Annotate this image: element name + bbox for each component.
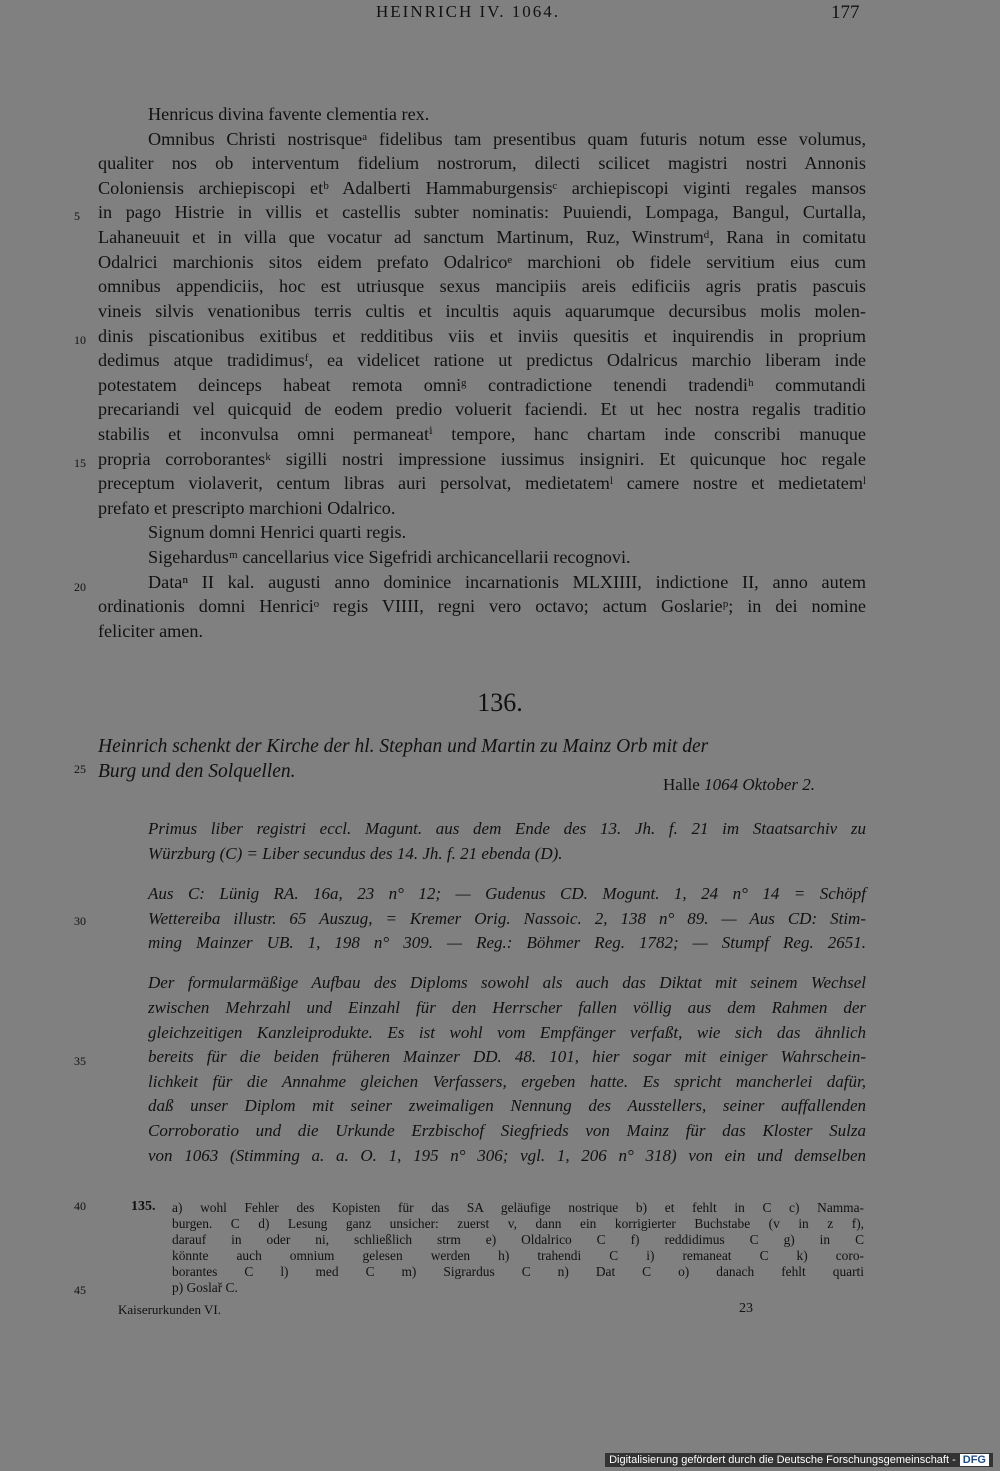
line-number: 20 (74, 580, 86, 594)
footnote-line: darauf in oder ni, schließlich strm e) Oldalrico C f) reddidimus C g) in C (172, 1232, 864, 1247)
commentary-line: Der formularmäßige Aufbau des Diploms sowohl als auch das Diktat mit seinem Wechsel (148, 973, 866, 992)
edition-line: ming Mainzer UB. 1, 198 n° 309. — Reg.: Böhmer Reg. 1782; — Stumpf Reg. 2651. (148, 933, 866, 952)
page-number: 177 (831, 2, 860, 23)
text-line: prefato et prescripto marchioni Odalrico. (98, 498, 396, 518)
text-line: potestatem deinceps habeat remota omniᵍ contradictione tenendi tradendiʰ commutandi (98, 375, 866, 395)
volume-title: Kaiserurkunden VI. (118, 1302, 222, 1317)
line-number: 10 (74, 333, 86, 347)
signature-mark: 23 (739, 1301, 753, 1316)
line-number: 40 (74, 1199, 86, 1213)
text-line: vineis silvis venationibus terris cultis et incultis aquis aquarumque decursibus molis molen- (98, 301, 866, 321)
line-number: 35 (74, 1054, 86, 1068)
commentary-line: Corroboratio und die Urkunde Erzbischof Siegfrieds von Mainz für das Kloster Sulza (148, 1121, 866, 1140)
text-line: Omnibus Christi nostrisqueᵃ fidelibus tam presentibus quam futuris notum esse volumus, (148, 129, 866, 149)
commentary-line: gleichzeitigen Kanzleiprodukte. Es ist wohl vom Empfänger verfaßt, wie sich das ähnlich (148, 1023, 866, 1042)
footnote-line: p) Goslař C. (172, 1280, 238, 1295)
footnote-line: borantes C l) med C m) Sigrardus C n) Dat C o) danach fehlt quarti (172, 1264, 864, 1279)
text-line: preceptum violaverit, centum libras auri persolvat, medietatemˡ camere nostre et medietatemˡ (98, 473, 866, 493)
date: 1064 Oktober 2. (704, 775, 816, 794)
text-line: dedimus atque tradidimusᶠ, ea videlicet ratione ut predictus Odalricus marchio liberam inde (98, 350, 866, 370)
text-line: ordinationis domni Henriciᵒ regis VIIII, regni vero octavo; actum Goslarieᵖ; in dei nomine (98, 596, 866, 616)
footnote-line: a) wohl Fehler des Kopisten für das SA geläufige nostrique b) et fehlt in C c) Namma- (172, 1200, 864, 1215)
text-line: dinis piscationibus exitibus et redditibus viis et inviis quesitis et inquirendis in proprium (98, 326, 866, 346)
text-line: qualiter nos ob interventum fidelium nostrorum, dilecti scilicet magistri nostri Annonis (98, 153, 866, 173)
regest-line: Burg und den Solquellen. (98, 761, 296, 782)
place: Halle (663, 775, 700, 794)
document-number: 136. (477, 688, 523, 717)
text-line: Henricus divina favente clementia rex. (148, 104, 430, 124)
text-line: Sigehardusᵐ cancellarius vice Sigefridi archicancellarii recognovi. (148, 547, 631, 567)
text-line: Lahaneuuit et in villa que vocatur ad sanctum Martinum, Ruz, Winstrumᵈ, Rana in comitatu (98, 227, 866, 247)
commentary-line: bereits für die beiden früheren Mainzer DD. 48. 101, hier sogar mit einiger Wahrschein- (148, 1047, 866, 1066)
edition-line: Aus C: Lünig RA. 16a, 23 n° 12; — Gudenus CD. Mogunt. 1, 24 n° 14 = Schöpf (148, 884, 866, 903)
regest-line: Heinrich schenkt der Kirche der hl. Stephan und Martin zu Mainz Orb mit der (98, 736, 709, 757)
footnote-line: burgen. C d) Lesung ganz unsicher: zuerst v, dann ein korrigierter Buchstabe (v in z f), (172, 1216, 864, 1231)
commentary-line: von 1063 (Stimming a. a. O. 1, 195 n° 306; vgl. 1, 206 n° 318) von ein und demselben (148, 1146, 866, 1165)
text-line: stabilis et inconvulsa omni permaneatⁱ tempore, hanc chartam inde conscribi manuque (98, 424, 866, 444)
footnote-label: 135. (131, 1199, 156, 1214)
text-line: Signum domni Henrici quarti regis. (148, 522, 407, 542)
text-line: precariandi vel quicquid de eodem predio voluerit faciendi. Et ut hec nostra regalis traditio (98, 399, 866, 419)
place-date (663, 775, 815, 795)
running-title: HEINRICH IV. 1064. (376, 2, 560, 21)
footnote-line: könnte auch omnium gelesen werden h) trahendi C i) remaneat C k) coro- (172, 1248, 864, 1263)
line-number: 25 (74, 762, 86, 776)
dfg-logo: DFG (960, 1454, 989, 1466)
line-number: 30 (74, 914, 86, 928)
dfg-credit-text: Digitalisierung gefördert durch die Deutsche Forschungsgemeinschaft - (609, 1454, 956, 1466)
text-line: Dataⁿ II kal. augusti anno dominice incarnationis MLXIIII, indictione II, anno autem (148, 572, 866, 592)
text-line: Coloniensis archiepiscopi etᵇ Adalberti Hammaburgensisᶜ archiepiscopi viginti regales mansos (98, 178, 866, 198)
tradition-line: Primus liber registri eccl. Magunt. aus dem Ende des 13. Jh. f. 21 im Staatsarchiv zu (148, 819, 866, 838)
line-number: 5 (74, 209, 80, 223)
line-number: 15 (74, 456, 86, 470)
commentary-line: zwischen Mehrzahl und Einzahl für den Herrscher fallen völlig aus dem Rahmen der (148, 998, 866, 1017)
text-line: feliciter amen. (98, 621, 204, 641)
page-header (0, 0, 1000, 30)
edition-line: Wettereiba illustr. 65 Auszug, = Kremer Orig. Nassoic. 2, 138 n° 89. — Aus CD: Stim- (148, 909, 866, 928)
text-line: omnibus appendiciis, hoc est utriusque sexus mancipiis areis edificiis agris pratis pascuis (98, 276, 866, 296)
commentary-line: daß unser Diplom mit seiner zweimaligen Nennung des Ausstellers, seiner auffallenden (148, 1096, 866, 1115)
dfg-credit (605, 1453, 993, 1467)
text-line: Odalrici marchionis sitos eidem prefato Odalricoᵉ marchioni ob fidele servitium eius cum (98, 252, 866, 272)
line-number: 45 (74, 1283, 86, 1297)
text-line: propria corroborantesᵏ sigilli nostri impressione iussimus insigniri. Et quicunque hoc regale (98, 449, 866, 469)
text-line: in pago Histrie in villis et castellis subter nominatis: Puuiendi, Lompaga, Bangul, Curtalla, (98, 202, 866, 222)
commentary-line: lichkeit für die Annahme gleichen Verfassers, ergeben hatte. Es spricht mancherlei dafür, (148, 1072, 866, 1091)
tradition-line: Würzburg (C) = Liber secundus des 14. Jh. f. 21 ebenda (D). (148, 844, 563, 863)
